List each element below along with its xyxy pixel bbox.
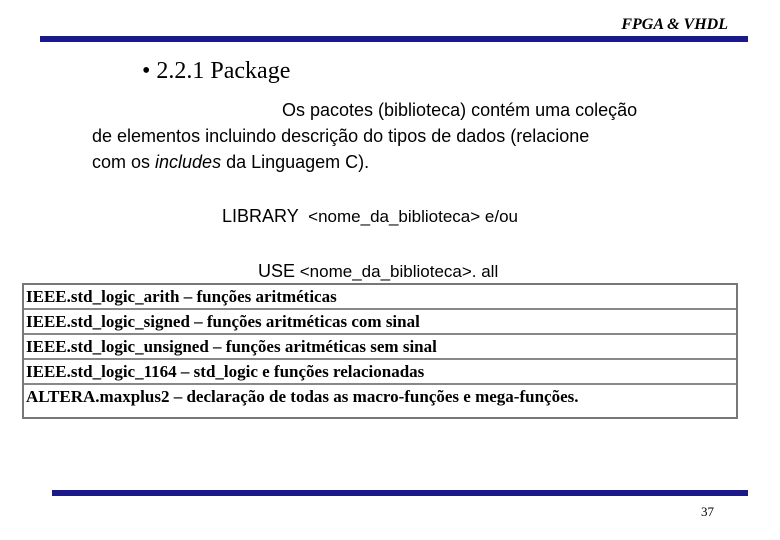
- footer-rule: [52, 490, 748, 496]
- page-number: 37: [701, 504, 714, 519]
- header-rule: [40, 36, 748, 42]
- package-row: IEEE.std_logic_signed – funções aritméticas com sinal: [24, 310, 736, 335]
- library-keyword: LIBRARY: [222, 206, 299, 226]
- use-keyword: USE: [258, 261, 296, 281]
- library-syntax: [222, 206, 518, 227]
- package-row: ALTERA.maxplus2 – declaração de todas as macro-funções e mega-funções.: [26, 387, 579, 406]
- library-argument: <nome_da_biblioteca> e/ou: [308, 207, 518, 226]
- use-syntax: [258, 261, 498, 282]
- paragraph-line-3-italic: includes: [155, 152, 222, 172]
- package-row: IEEE.std_logic_unsigned – funções aritméticas sem sinal: [24, 335, 736, 360]
- package-row: IEEE.std_logic_1164 – std_logic e funções relacionadas: [24, 360, 736, 385]
- paragraph-line-3-start: com os: [92, 152, 156, 172]
- paragraph-line-2: de elementos incluindo descrição do tipos de dados (relacione: [92, 126, 590, 146]
- paragraph-line-3-end: da Linguagem C).: [221, 152, 370, 172]
- header-title: FPGA & VHDL: [621, 16, 728, 33]
- section-heading: • 2.2.1 Package: [142, 58, 291, 84]
- use-argument: <nome_da_biblioteca>. all: [299, 262, 499, 281]
- package-row: IEEE.std_logic_arith – funções aritméticas: [24, 285, 736, 310]
- paragraph-line-1: Os pacotes (biblioteca) contém uma coleção: [282, 100, 638, 120]
- description-paragraph: [92, 97, 732, 175]
- package-table: [22, 283, 738, 419]
